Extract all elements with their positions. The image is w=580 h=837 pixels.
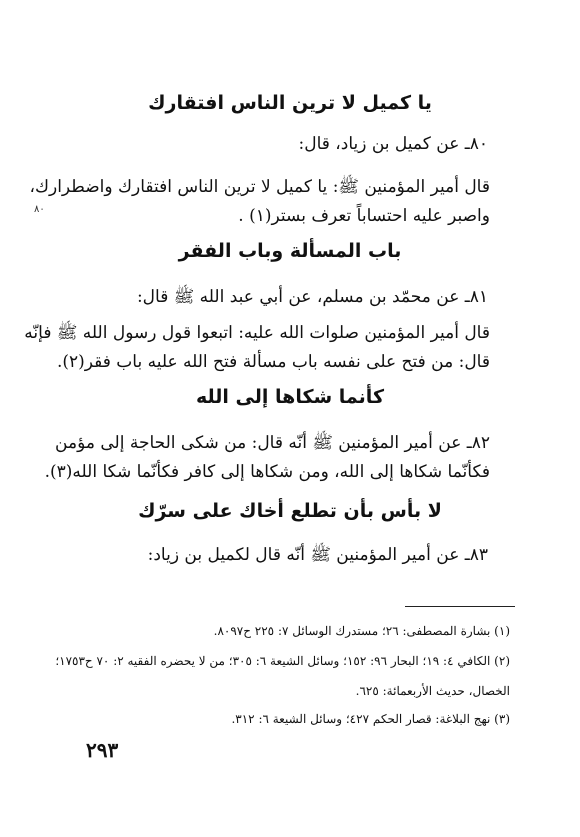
- section-heading-shakaha: كأنما شكاها إلى الله: [195, 386, 384, 408]
- margin-note: ٨٠: [34, 204, 45, 215]
- hadith-80-intro: ٨٠ـ عن كميل بن زياد، قال:: [298, 134, 488, 154]
- section-heading-masala: باب المسألة وباب الفقر: [178, 240, 402, 262]
- hadith-82-text-line-1: ٨٢ـ عن أمير المؤمنين ﷺ أنّه قال: من شكى الحاجة إلى مؤمن: [55, 433, 490, 453]
- section-heading-sirr: لا بأس بأن تطلع أخاك على سرّك: [138, 500, 442, 522]
- hadith-81-text-line-2: قال: من فتح على نفسه باب مسألة فتح الله عليه باب فقر(٢).: [56, 352, 490, 372]
- footnote-1: (١) بشارة المصطفى: ٢٦؛ مستدرك الوسائل ٧: ٢٢٥ ح٨٠٩٧.: [213, 624, 510, 638]
- footnote-2-line-1: (٢) الكافي ٤: ١٩؛ البحار ٩٦: ١٥٢؛ وسائل الشيعة ٦: ٣٠٥؛ من لا يحضره الفقيه ٢: ٧٠ ح١٧٥٣؛: [55, 654, 510, 668]
- section-heading-kumayl: يا كميل لا ترين الناس افتقارك: [148, 92, 432, 114]
- hadith-81-text-line-1: قال أمير المؤمنين صلوات الله عليه: اتبعوا قول رسول الله ﷺ فإنّه: [24, 323, 490, 343]
- footnote-2-line-2: الخصال، حديث الأربعمائة: ٦٢٥.: [355, 684, 510, 698]
- footnote-divider: [405, 606, 515, 607]
- hadith-80-text-line-2: واصبر عليه احتساباً تعرف بستر(١) .: [238, 206, 490, 226]
- hadith-82-text-line-2: فكأنّما شكاها إلى الله، ومن شكاها إلى كافر فكأنّما شكا الله(٣).: [44, 462, 490, 482]
- hadith-80-text-line-1: قال أمير المؤمنين ﷺ: يا كميل لا ترين الناس افتقارك واضطرارك،: [29, 177, 490, 197]
- hadith-81-intro: ٨١ـ عن محمّد بن مسلم، عن أبي عبد الله ﷺ قال:: [136, 287, 488, 307]
- page-number: ٢٩٣: [86, 738, 119, 762]
- footnote-3: (٣) نهج البلاغة: قصار الحكم ٤٢٧؛ وسائل الشيعة ٦: ٣١٢.: [231, 712, 510, 726]
- hadith-83-intro: ٨٣ـ عن أمير المؤمنين ﷺ أنّه قال لكميل بن زياد:: [147, 545, 488, 565]
